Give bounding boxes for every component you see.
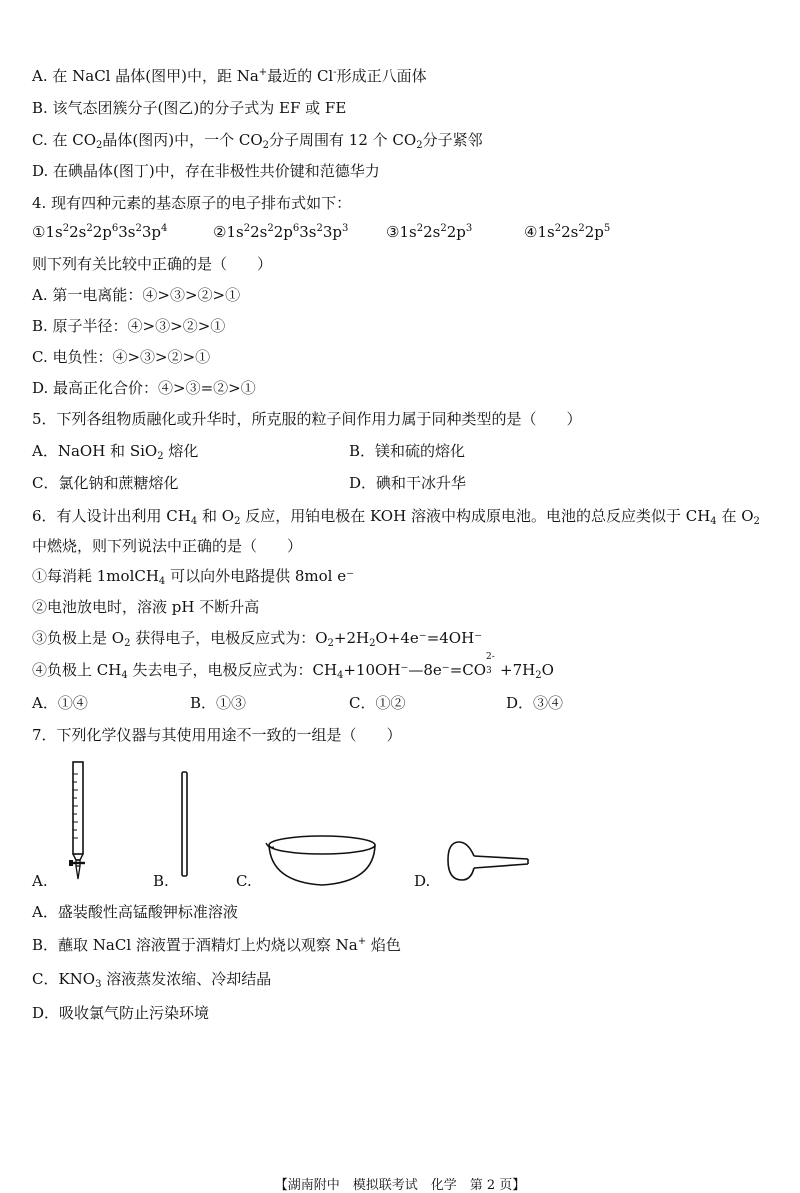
q6-option-b: B．①③: [190, 694, 247, 712]
q4-config-2: $②1s^22s^22p^63s^23p^3$: [213, 223, 349, 241]
q6-option-a: A．①④: [32, 694, 88, 712]
config-number: ②: [213, 223, 227, 241]
q4-config-4: $④1s^22s^22p^5$: [524, 223, 611, 241]
burette-figure: [62, 760, 98, 886]
config-number: ①: [32, 223, 46, 241]
funnel-figure: [446, 838, 532, 886]
q6-stem-line2: 中燃烧，则下列说法中正确的是（ ）: [32, 537, 303, 555]
q6-option-c: C．①②: [349, 694, 406, 712]
q4-stem: 4. 现有四种元素的基态原子的电子排布式如下：: [32, 194, 352, 212]
q4-config-1: $①1s^22s^22p^63s^23p^4$: [32, 223, 168, 241]
q3-option-a: A. 在 NaCl 晶体(图甲)中，距 Na+最近的 Cl-形成正八面体: [32, 67, 427, 85]
q7-option-c: C．$KNO_3$ 溶液蒸发浓缩、冷却结晶: [32, 970, 272, 990]
q4-option-a: A. 第一电离能：④>③>②>①: [32, 286, 241, 304]
q4-ask: 则下列有关比较中正确的是（ ）: [32, 255, 273, 273]
q3-option-c: C. 在 $CO_2$晶体(图丙)中，一个 $CO_2$分子周围有 12 个 $CO_2$分子紧邻: [32, 131, 483, 151]
q6-statement-4: ④负极上 $CH_4$ 失去电子，电极反应式为：$CH_4+10OH^-—8e^-=CO$ 2- 3 $+7H_2O$: [32, 652, 554, 681]
q6-statement-3: ③负极上是 $O_2$ 获得电子，电极反应式为：$O_2+2H_2O+4e^-=4OH^-$: [32, 629, 483, 649]
q7-figure-label-a: A.: [32, 872, 48, 890]
q7-figure-label-b: B.: [153, 872, 169, 890]
q7-figure-label-c: C.: [236, 872, 252, 890]
q6-statement-2: ②电池放电时，溶液 pH 不断升高: [32, 598, 260, 616]
config-number: ④: [524, 223, 538, 241]
q3-option-d: D. 在碘晶体(图丁)中，存在非极性共价键和范德华力: [32, 162, 380, 180]
q5-stem: 5．下列各组物质融化或升华时，所克服的粒子间作用力属于同种类型的是（ ）: [32, 410, 582, 428]
q4-option-c: C. 电负性：④>③>②>①: [32, 348, 211, 366]
q4-config-3: $③1s^22s^22p^3$: [386, 223, 473, 241]
q5-option-b: B．镁和硫的熔化: [349, 442, 466, 460]
q7-option-d: D．吸收氯气防止污染环境: [32, 1004, 210, 1022]
evaporating-dish-figure: [264, 832, 382, 890]
config-number: ③: [386, 223, 400, 241]
q3-option-b: B. 该气态团簇分子(图乙)的分子式为 EF 或 FE: [32, 99, 347, 117]
q7-option-b: B．蘸取 NaCl 溶液置于酒精灯上灼烧以观察 Na+ 焰色: [32, 936, 401, 954]
q7-option-a: A．盛装酸性高锰酸钾标准溶液: [32, 903, 238, 921]
q7-stem: 7．下列化学仪器与其使用用途不一致的一组是（ ）: [32, 726, 402, 744]
glass-rod-figure: [178, 770, 192, 880]
q5-option-a: A．NaOH 和 SiO$_2$ 熔化: [32, 442, 199, 462]
q4-option-d: D. 最高正化合价：④>③=②>①: [32, 379, 256, 397]
q6-stem-line1: 6．有人设计出利用 $CH_4$ 和 $O_2$ 反应，用铂电极在 KOH 溶液中构成原电池。电池的总反应类似于 $CH_4$ 在 $O_2$: [32, 507, 760, 527]
page-footer: 【湖南附中 模拟联考试 化学 第 2 页】: [274, 1178, 526, 1193]
q5-option-c: C．氯化钠和蔗糖熔化: [32, 474, 179, 492]
q7-figure-label-d: D.: [414, 872, 431, 890]
q5-option-d: D．碘和干冰升华: [349, 474, 467, 492]
q6-option-d: D．③④: [506, 694, 564, 712]
q6-statement-1: ①每消耗 1molCH$_4$ 可以向外电路提供 8mol e⁻: [32, 567, 354, 587]
q4-option-b: B. 原子半径：④>③>②>①: [32, 317, 226, 335]
